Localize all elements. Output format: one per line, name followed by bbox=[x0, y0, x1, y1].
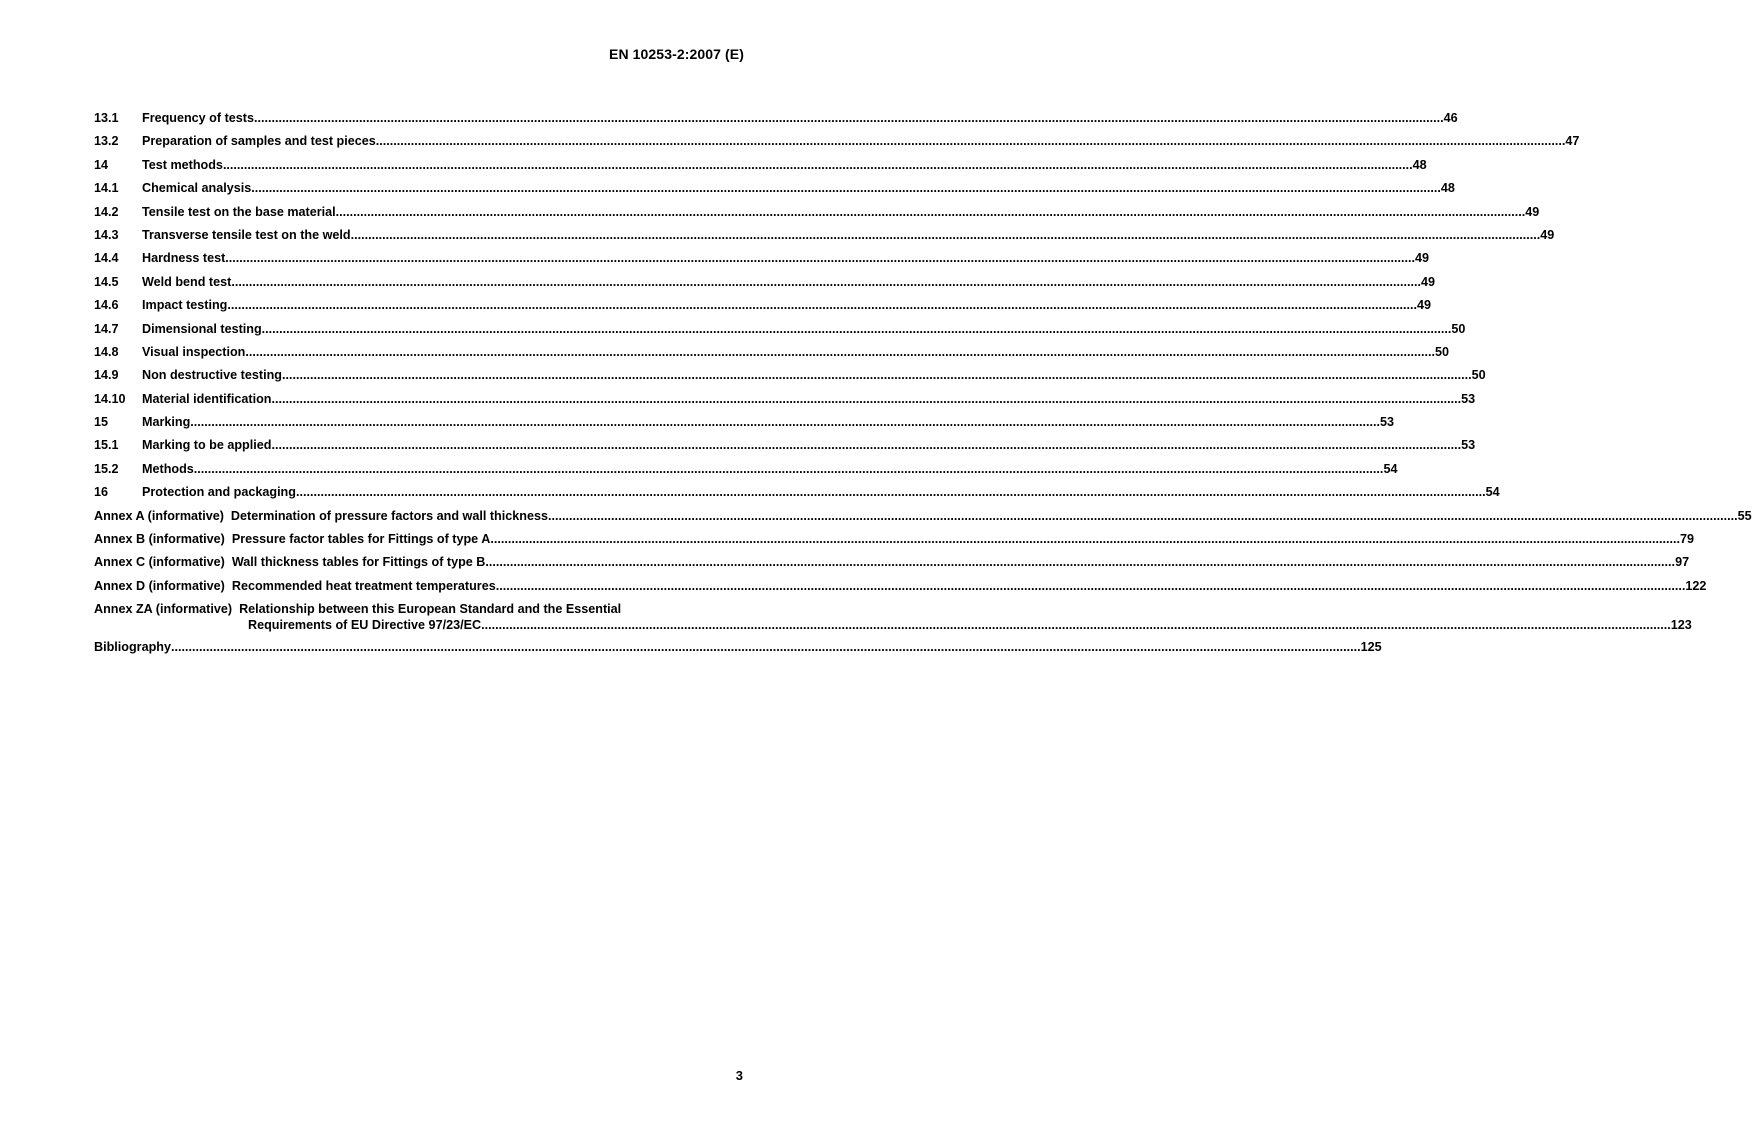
toc-entry-page: 50 bbox=[1471, 368, 1486, 383]
toc-entry-page: 49 bbox=[1525, 204, 1540, 219]
toc-entry-page: 49 bbox=[1417, 298, 1432, 313]
dot-leader bbox=[271, 437, 1461, 453]
annex-title-line1: Relationship between this European Standard and the Essential bbox=[239, 602, 622, 617]
annex-title: Pressure factor tables for Fittings of type A bbox=[231, 532, 491, 547]
toc-entry[interactable] bbox=[94, 367, 1486, 390]
dot-leader bbox=[490, 531, 1680, 547]
toc-entry-number: 15.1 bbox=[94, 438, 119, 453]
toc-entry-number: 14.5 bbox=[94, 274, 119, 289]
dot-leader bbox=[245, 344, 1435, 360]
dot-leader bbox=[548, 508, 1738, 524]
toc-entry-title: Tensile test on the base material bbox=[142, 204, 336, 219]
toc-entry-number: 14.4 bbox=[94, 251, 119, 266]
toc-entry-page: 50 bbox=[1435, 344, 1450, 359]
toc-entry-title: Protection and packaging bbox=[142, 485, 296, 500]
toc-entry-page: 48 bbox=[1412, 157, 1427, 172]
dot-leader bbox=[171, 639, 1361, 655]
toc-entry[interactable] bbox=[94, 391, 1476, 414]
toc-entry-number: 16 bbox=[94, 485, 109, 500]
annex-page: 97 bbox=[1675, 555, 1690, 570]
toc-entry-number: 14.10 bbox=[94, 391, 126, 406]
dot-leader bbox=[296, 484, 1486, 500]
toc-entry-title: Chemical analysis bbox=[142, 181, 252, 196]
toc-entry-title: Hardness test bbox=[142, 251, 226, 266]
toc-entry-title: Preparation of samples and test pieces bbox=[142, 134, 376, 149]
toc-entry-title: Material identification bbox=[142, 391, 272, 406]
dot-leader bbox=[481, 617, 1671, 633]
toc-entry-number: 14.7 bbox=[94, 321, 119, 336]
dot-leader bbox=[194, 461, 1384, 477]
annex-label: Annex A (informative) bbox=[94, 508, 224, 523]
annex-label: Annex ZA (informative) bbox=[94, 602, 233, 617]
document-header: EN 10253-2:2007 (E) bbox=[609, 46, 744, 62]
toc-annex-entry[interactable] bbox=[94, 508, 1752, 531]
dot-leader bbox=[351, 227, 1541, 243]
toc-entry-title: Methods bbox=[142, 461, 194, 476]
toc-entry-page: 54 bbox=[1485, 485, 1500, 500]
dot-leader bbox=[227, 297, 1417, 313]
toc-entry-number: 14.8 bbox=[94, 344, 119, 359]
dot-leader bbox=[231, 274, 1421, 290]
dot-leader bbox=[336, 204, 1526, 220]
dot-leader bbox=[485, 554, 1675, 570]
toc-entry-page: 53 bbox=[1461, 438, 1476, 453]
toc-entry[interactable] bbox=[94, 274, 1436, 297]
dot-leader bbox=[251, 180, 1441, 196]
toc-entry[interactable] bbox=[94, 344, 1450, 367]
toc-entry[interactable] bbox=[94, 321, 1466, 344]
toc-entry[interactable] bbox=[94, 484, 1500, 507]
toc-annex-entry[interactable] bbox=[94, 578, 1707, 601]
annex-page: 55 bbox=[1737, 508, 1752, 523]
toc-entry-page: 47 bbox=[1565, 134, 1580, 149]
toc-entry[interactable] bbox=[94, 461, 1398, 484]
toc-entry-title: Non destructive testing bbox=[142, 368, 282, 383]
toc-entry[interactable] bbox=[94, 110, 1458, 133]
toc-entry-number: 14.2 bbox=[94, 204, 119, 219]
toc-annex-entry[interactable] bbox=[94, 531, 1694, 554]
toc-entry-page: 48 bbox=[1440, 181, 1455, 196]
toc-entry-title: Test methods bbox=[142, 157, 223, 172]
annex-page: 122 bbox=[1685, 578, 1707, 593]
toc-entry[interactable] bbox=[94, 204, 1540, 227]
toc-entry-number: 14.9 bbox=[94, 368, 119, 383]
page-number: 3 bbox=[735, 1068, 743, 1083]
bibliography-page: 125 bbox=[1360, 640, 1382, 655]
annex-label: Annex B (informative) bbox=[94, 532, 225, 547]
toc-entry-page: 53 bbox=[1461, 391, 1476, 406]
toc-entry[interactable] bbox=[94, 250, 1429, 273]
toc-bibliography-entry[interactable] bbox=[94, 639, 1382, 662]
toc-entry[interactable] bbox=[94, 414, 1394, 437]
toc-entry-number: 13.2 bbox=[94, 134, 119, 149]
toc-entry-page: 46 bbox=[1443, 111, 1458, 125]
toc-entry-number: 14.6 bbox=[94, 298, 119, 313]
toc-annex-entry[interactable] bbox=[94, 554, 1690, 577]
dot-leader bbox=[496, 578, 1686, 594]
dot-leader bbox=[282, 367, 1472, 383]
toc-entry-page: 54 bbox=[1383, 461, 1398, 476]
toc-entry-title: Visual inspection bbox=[142, 344, 246, 359]
toc-entry-title: Transverse tensile test on the weld bbox=[142, 227, 351, 242]
dot-leader bbox=[223, 157, 1413, 173]
table-of-contents bbox=[94, 110, 1752, 663]
toc-entry-number: 13.1 bbox=[94, 111, 119, 125]
annex-page: 123 bbox=[1670, 618, 1692, 633]
annex-label: Annex C (informative) bbox=[94, 555, 225, 570]
toc-entry-title: Impact testing bbox=[142, 298, 228, 313]
annex-label: Annex D (informative) bbox=[94, 578, 225, 593]
dot-leader bbox=[225, 250, 1415, 266]
toc-entry[interactable] bbox=[94, 227, 1555, 250]
dot-leader bbox=[190, 414, 1380, 430]
toc-entry-page: 49 bbox=[1540, 227, 1555, 242]
toc-entry-number: 14.1 bbox=[94, 181, 119, 196]
toc-entry-title: Weld bend test bbox=[142, 274, 232, 289]
toc-entry-title: Marking bbox=[142, 415, 191, 430]
toc-entry-number: 15 bbox=[94, 415, 109, 430]
toc-entry[interactable] bbox=[94, 133, 1580, 156]
annex-title: Determination of pressure factors and wall thickness bbox=[230, 508, 548, 523]
dot-leader bbox=[376, 133, 1566, 149]
toc-entry-page: 49 bbox=[1414, 251, 1429, 266]
toc-entry-title: Marking to be applied bbox=[142, 438, 272, 453]
toc-entry[interactable] bbox=[94, 157, 1427, 180]
dot-leader bbox=[262, 321, 1452, 337]
annex-page: 79 bbox=[1679, 532, 1694, 547]
toc-entry-page: 49 bbox=[1421, 274, 1436, 289]
toc-entry[interactable] bbox=[94, 297, 1432, 320]
annex-title: Wall thickness tables for Fittings of type B bbox=[231, 555, 486, 570]
toc-annex-za-entry[interactable] bbox=[94, 601, 1692, 633]
toc-entry-page: 53 bbox=[1379, 415, 1394, 430]
toc-entry-title: Frequency of tests bbox=[142, 111, 254, 125]
toc-entry-title: Dimensional testing bbox=[142, 321, 262, 336]
dot-leader bbox=[254, 110, 1444, 126]
toc-entry[interactable] bbox=[94, 180, 1455, 203]
dot-leader bbox=[271, 391, 1461, 407]
toc-entry-number: 14.3 bbox=[94, 227, 119, 242]
toc-entry[interactable] bbox=[94, 437, 1476, 460]
toc-entry-number: 15.2 bbox=[94, 461, 119, 476]
annex-title-line2: Requirements of EU Directive 97/23/EC bbox=[248, 618, 482, 633]
toc-entry-number: 14 bbox=[94, 157, 109, 172]
toc-entry-page: 50 bbox=[1451, 321, 1466, 336]
annex-title: Recommended heat treatment temperatures bbox=[231, 578, 496, 593]
bibliography-title: Bibliography bbox=[94, 640, 171, 655]
